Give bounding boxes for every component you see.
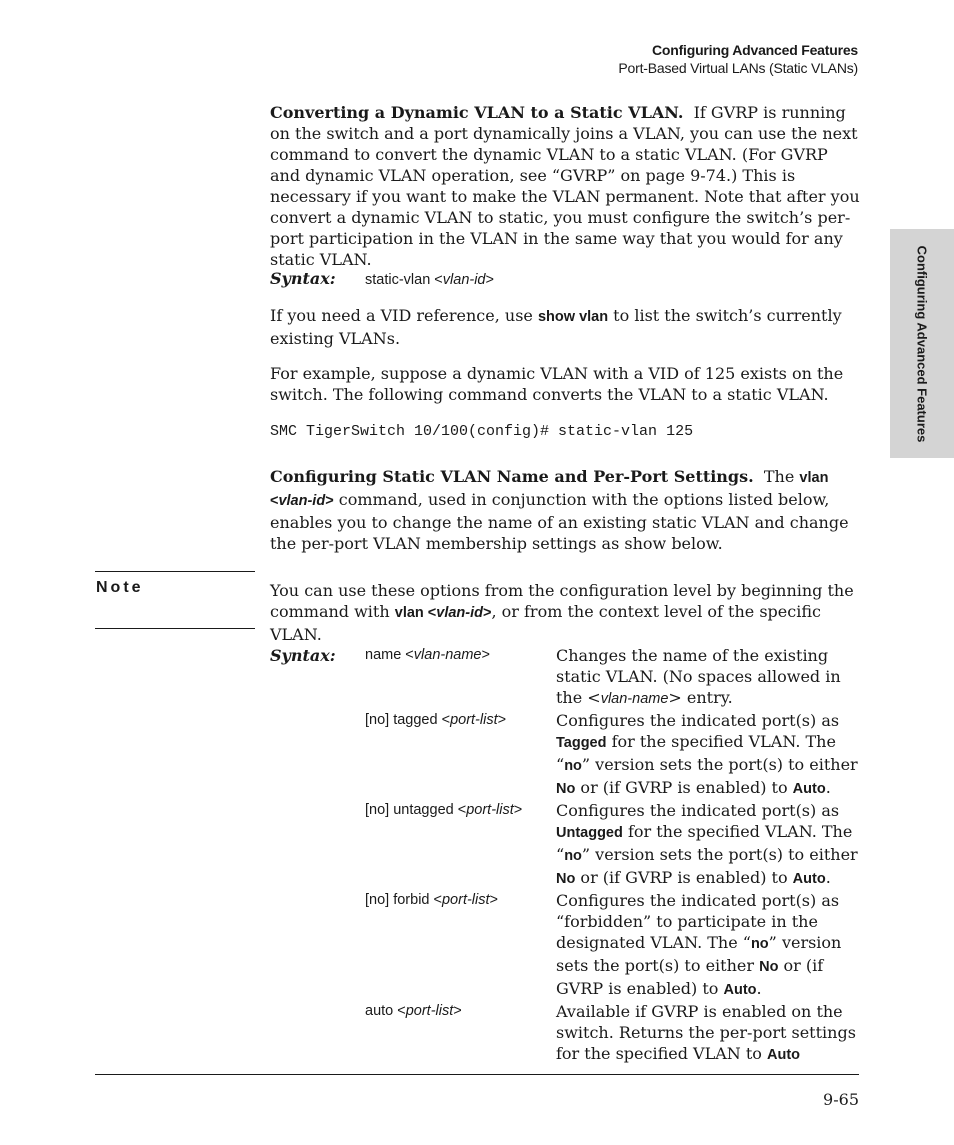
chapter-side-tab [890, 229, 954, 458]
syntax-static-vlan [270, 268, 494, 291]
text: to list the switch’s currently existing VLANs. [270, 306, 842, 348]
paragraph-example [270, 363, 860, 405]
paragraph-text: If GVRP is running on the switch and a port dynamically joins a VLAN, you can use the next command to convert the dynamic VLAN to a static VLAN. (For GVRP and dynamic VLAN operation, see “GVRP” on page 9-74.) This is necessary if you want to make the VLAN permanent. Note that after you convert a dynamic VLAN to static, you must configure the switch’s per-port participation in the VLAN in the same way that you would for any static VLAN. [270, 103, 860, 269]
option-description [556, 645, 862, 710]
command-close: > [325, 493, 334, 509]
keyword: Tagged [556, 735, 607, 751]
text: Configures the indicated port(s) as “forbidden” to participate in the designated VLAN. The “ [556, 891, 840, 952]
keyword: no [564, 758, 582, 774]
command-vlan: vlan < [270, 470, 829, 509]
text: [no] tagged < [365, 712, 451, 728]
option-description [556, 1001, 862, 1066]
option-command [365, 710, 556, 800]
text: . [825, 778, 831, 797]
keyword: Untagged [556, 825, 623, 841]
text: You can use these options from the configuration level by beginning the command with [270, 581, 854, 621]
text: or (if GVRP is enabled) to [575, 778, 793, 797]
note-text [270, 580, 860, 645]
keyword: no [564, 848, 582, 864]
text: for the specified VLAN. The “ [556, 822, 853, 864]
paragraph-heading: Converting a Dynamic VLAN to a Static VLAN. [270, 103, 684, 122]
syntax-close: > [485, 272, 494, 288]
command-show-vlan: show vlan [537, 309, 609, 325]
option-description [556, 890, 862, 1001]
command-vlan: vlan < [394, 605, 437, 621]
syntax-command: static-vlan < [365, 272, 443, 288]
text: > [453, 1003, 462, 1019]
keyword: no [750, 936, 769, 952]
text: . [756, 979, 762, 998]
running-head-chapter: Configuring Advanced Features [651, 42, 858, 58]
footer-rule [95, 1074, 859, 1075]
text: > [513, 802, 523, 818]
text: name < [365, 647, 414, 663]
text: ” version sets the port(s) to either [581, 845, 858, 864]
paragraph-configure-static-vlan [270, 466, 860, 554]
paragraph-text: command, used in conjunction with the options listed below, enables you to change the name of an existing static VLAN and change the per-port VLAN membership settings as show below. [270, 490, 849, 553]
keyword: No [556, 871, 576, 887]
text: or (if GVRP is enabled) to [556, 956, 824, 998]
option-param: port-list [450, 712, 498, 728]
text: > [497, 712, 507, 728]
option-param: port-list [441, 892, 490, 908]
paragraph-text: For example, suppose a dynamic VLAN with a VID of 125 exists on the switch. The following command converts the VLAN to a static VLAN. [270, 364, 844, 404]
option-description [556, 800, 862, 890]
text: or (if GVRP is enabled) to [575, 868, 793, 887]
keyword: Auto [792, 781, 826, 797]
option-param: port-list [466, 802, 514, 818]
text: > entry. [668, 688, 733, 707]
keyword: Auto [767, 1047, 801, 1063]
text: Changes the name of the existing static VLAN. (No spaces allowed in the < [556, 646, 841, 707]
text: Available if GVRP is enabled on the switch. Returns the per-port settings for the specified VLAN to [556, 1002, 856, 1063]
code-example: SMC TigerSwitch 10/100(config)# static-vlan 125 [270, 423, 694, 440]
syntax-param: vlan-id [442, 272, 486, 288]
text: The [763, 467, 800, 486]
command-param: vlan-id [436, 605, 483, 621]
option-command [365, 1001, 556, 1066]
running-head [618, 41, 858, 77]
option-param: port-list [405, 1003, 454, 1019]
option-row-untagged [270, 800, 862, 890]
note-rule-bottom [95, 628, 255, 629]
paragraph-convert-dynamic-vlan [270, 102, 860, 270]
option-row-name [270, 645, 862, 710]
option-row-auto [270, 1001, 862, 1066]
option-command [365, 890, 556, 1001]
text: ” version sets the port(s) to either [581, 755, 858, 774]
text: auto < [365, 1003, 406, 1019]
chapter-side-tab-label: Configuring Advanced Features [914, 245, 930, 442]
text: Configures the indicated port(s) as [556, 801, 840, 820]
text: If you need a VID reference, use [270, 306, 538, 325]
option-param: vlan-name [600, 691, 669, 707]
paragraph-show-vlan [270, 305, 860, 349]
text: > [481, 647, 490, 663]
keyword: Auto [792, 871, 826, 887]
option-command [365, 800, 556, 890]
text: [no] forbid < [365, 892, 442, 908]
option-description [556, 710, 862, 800]
page-number: 9-65 [823, 1090, 859, 1109]
note-rule-top [95, 571, 255, 572]
syntax-label: Syntax: [270, 646, 336, 665]
text: ” version sets the port(s) to either [556, 933, 842, 975]
running-head-section: Port-Based Virtual LANs (Static VLANs) [618, 60, 858, 76]
text: Configures the indicated port(s) as [556, 711, 840, 730]
keyword: Auto [723, 982, 757, 998]
option-row-forbid [270, 890, 862, 1001]
text: [no] untagged < [365, 802, 467, 818]
option-command [365, 645, 556, 710]
paragraph-heading: Configuring Static VLAN Name and Per-Port Settings. [270, 467, 754, 486]
text: , or from the context level of the specific VLAN. [270, 602, 821, 644]
note-label: Note [96, 579, 144, 596]
option-row-tagged [270, 710, 862, 800]
text: for the specified VLAN. The “ [556, 732, 836, 774]
text: . [825, 868, 831, 887]
option-param: vlan-name [413, 647, 482, 663]
text: > [489, 892, 498, 908]
syntax-options-table [270, 645, 862, 1066]
keyword: No [759, 959, 779, 975]
command-close: > [483, 605, 492, 621]
keyword: No [556, 781, 576, 797]
syntax-label: Syntax: [270, 269, 336, 288]
command-param: vlan-id [278, 493, 326, 509]
